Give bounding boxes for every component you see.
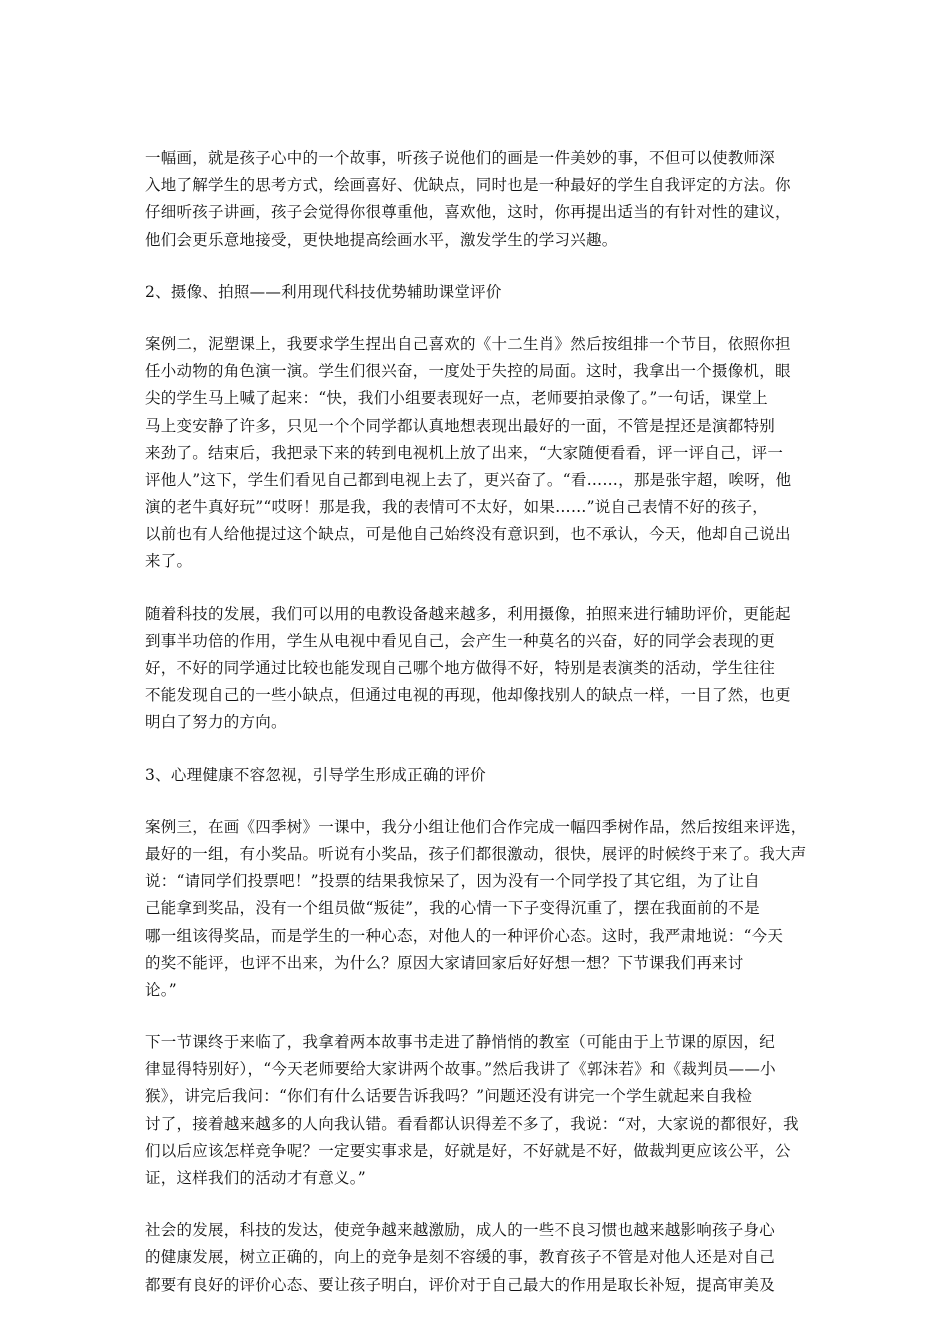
paragraph-spacer: [145, 789, 813, 814]
text-line: 到事半功倍的作用，学生从电视中看见自己，会产生一种莫名的兴奋，好的同学会表现的更: [145, 631, 776, 650]
heading-text: 2、摄像、拍照——利用现代科技优势辅助课堂评价: [145, 282, 502, 301]
text-line: 证，这样我们的活动才有意义。”: [145, 1169, 366, 1187]
text-line: 他们会更乐意地接受，更快地提高绘画水平，激发学生的学习兴趣。: [145, 230, 618, 249]
paragraph-spacer: [145, 576, 813, 601]
text-line: 明白了努力的方向。: [145, 713, 287, 732]
text-line: 来劲了。结束后，我把录下来的转到电视机上放了出来，“大家随便看看，评一评自己，评一: [145, 443, 784, 462]
paragraph-case-three: [145, 814, 813, 1004]
text-line: 以前也有人给他提过这个缺点，可是他自己始终没有意识到，也不承认，今天，他却自己说出: [145, 525, 791, 544]
text-line: 讨了，接着越来越多的人向我认错。看看都认识得差不多了，我说：“对，大家说的都很好，我: [145, 1114, 799, 1133]
text-line: 己能拿到奖品，没有一个组员做“叛徒”，我的心情一下子变得沉重了，摆在我面前的不是: [145, 899, 760, 918]
text-line: 评他人”这下，学生们看见自己都到电视上去了，更兴奋了。“看……，那是张宇超，唉呀，他: [145, 470, 792, 489]
section-heading-3: [145, 762, 813, 789]
text-line: 社会的发展，科技的发达，使竞争越来越激励，成人的一些不良习惯也越来越影响孩子身心: [145, 1221, 776, 1240]
paragraph-technology: [145, 601, 813, 737]
text-line: 演的老牛真好玩”“哎呀！那是我，我的表情可不太好，如果……”说自己表情不好的孩子，: [145, 498, 769, 517]
text-line: 一幅画，就是孩子心中的一个故事，听孩子说他们的画是一件美妙的事，不但可以使教师深: [145, 149, 776, 167]
text-line: 都要有良好的评价心态、要让孩子明白，评价对于自己最大的作用是取长补短，提高审美及: [145, 1275, 776, 1294]
text-line: 论。”: [145, 980, 177, 999]
text-line: 最好的一组，有小奖品。听说有小奖品，孩子们都很激动，很快，展评的时候终于来了。我大声: [145, 844, 807, 863]
text-line: 来了。: [145, 552, 193, 571]
text-line: 案例三，在画《四季树》一课中，我分小组让他们合作完成一幅四季树作品，然后按组来评选，: [145, 817, 807, 836]
text-line: 们以后应该怎样竞争呢？一定要实事求是，好就是好，不好就是不好，做裁判更应该公平，公: [145, 1141, 791, 1160]
text-line: 下一节课终于来临了，我拿着两本故事书走进了静悄悄的教室（可能由于上节课的原因，纪: [145, 1033, 776, 1052]
text-line: 马上变安静了许多，只见一个个同学都认真地想表现出最好的一面，不管是捏还是演都特别: [145, 416, 776, 435]
text-line: 不能发现自己的一些小缺点，但通过电视的再现，他却像找别人的缺点一样，一目了然，也更: [145, 686, 791, 705]
text-line: 仔细听孩子讲画，孩子会觉得你很尊重他，喜欢他，这时，你再提出适当的有针对性的建议，: [145, 203, 791, 222]
paragraph-spacer: [145, 1004, 813, 1029]
paragraph-social-development: [145, 1217, 813, 1299]
text-line: 入地了解学生的思考方式，绘画喜好、优缺点，同时也是一种最好的学生自我评定的方法。你: [145, 176, 791, 195]
paragraph-spacer: [145, 1192, 813, 1217]
paragraph-spacer: [145, 306, 813, 331]
text-line: 随着科技的发展，我们可以用的电教设备越来越多，利用摄像，拍照来进行辅助评价，更能起: [145, 604, 791, 623]
text-line: 尖的学生马上喊了起来：“快，我们小组要表现好一点，老师要拍录像了。”一句话，课堂上: [145, 389, 768, 408]
paragraph-spacer: [145, 737, 813, 762]
document-page: [145, 145, 813, 1299]
heading-text: 3、心理健康不容忽视，引导学生形成正确的评价: [145, 765, 486, 784]
text-line: 哪一组该得奖品，而是学生的一种心态，对他人的一种评价心态。这时，我严肃地说：“今天: [145, 926, 784, 945]
text-line: 说：“请同学们投票吧！”投票的结果我惊呆了，因为没有一个同学投了其它组，为了让自: [145, 872, 760, 891]
text-line: 好，不好的同学通过比较也能发现自己哪个地方做得不好，特别是表演类的活动，学生往往: [145, 659, 776, 677]
text-line: 律显得特别好），“今天老师要给大家讲两个故事。”然后我讲了《郭沫若》和《裁判员——小: [145, 1060, 776, 1079]
section-heading-2: [145, 279, 813, 306]
text-line: 的健康发展，树立正确的，向上的竞争是刻不容缓的事，教育孩子不管是对他人还是对自己: [145, 1248, 776, 1267]
text-line: 的奖不能评，也评不出来，为什么？原因大家请回家后好好想一想？下节课我们再来讨: [145, 953, 744, 972]
text-line: 猴》，讲完后我问：“你们有什么话要告诉我吗？”问题还没有讲完一个学生就起来自我检: [145, 1087, 753, 1106]
paragraph-drawing-story: [145, 145, 813, 254]
paragraph-spacer: [145, 254, 813, 279]
paragraph-next-class: [145, 1029, 813, 1192]
paragraph-case-two: [145, 331, 813, 576]
text-line: 案例二，泥塑课上，我要求学生捏出自己喜欢的《十二生肖》然后按组排一个节目，依照你担: [145, 334, 791, 353]
text-line: 任小动物的角色演一演。学生们很兴奋，一度处于失控的局面。这时，我拿出一个摄像机，眼: [145, 362, 791, 381]
